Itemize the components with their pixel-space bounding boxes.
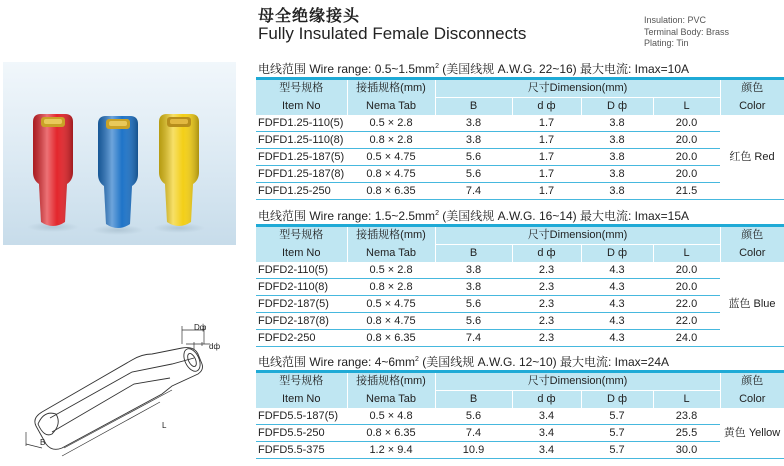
technical-drawing [22,320,237,465]
dim-d: 1.7 [512,132,581,149]
product-photo [3,62,236,245]
nema-tab: 0.5 × 2.8 [347,262,435,279]
section-2-title: 电线范围 Wire range: $1.5\sim 2.5mm^2$ (美国线规 A.W.G. 16~14) 最大电流: Imax=15A [258,209,690,223]
dim-b: 3.8 [435,262,512,279]
nema-tab: 0.8 × 2.8 [347,132,435,149]
nema-tab: 0.5 × 4.75 [347,296,435,313]
dim-D: 3.8 [581,166,653,183]
title-english: Fully Insulated Female Disconnects [258,24,527,43]
item-no: FDFD5.5-250 [256,425,347,442]
dim-D: 4.3 [581,313,653,330]
dim-D: 4.3 [581,296,653,313]
material-specs [644,15,729,50]
dim-d: 2.3 [512,296,581,313]
header-dimension: 尺寸Dimension(mm) [435,226,720,245]
item-no: FDFD2-250 [256,330,347,347]
label-length: L [162,421,167,430]
dim-d: 3.4 [512,442,581,459]
dim-D: 5.7 [581,442,653,459]
dim-l: 22.0 [653,296,720,313]
header-item-cn: 型号规格 [256,226,347,245]
dim-b: 5.6 [435,149,512,166]
dim-D: 4.3 [581,279,653,296]
dim-D: 4.3 [581,262,653,279]
dim-d: 2.3 [512,330,581,347]
header-item-en: Item No [256,391,347,409]
dim-l: 24.0 [653,330,720,347]
header-b: B [435,245,512,263]
dim-l: 20.0 [653,166,720,183]
table-row [256,313,784,330]
header-tab-cn: 接插规格(mm) [347,226,435,245]
dim-d: 1.7 [512,149,581,166]
header-tab-cn: 接插规格(mm) [347,79,435,98]
nema-tab: 0.5 × 2.8 [347,115,435,132]
header-item-en: Item No [256,245,347,263]
dim-b: 7.4 [435,330,512,347]
dim-l: 20.0 [653,149,720,166]
yellow-connector [153,114,205,233]
dim-l: 30.0 [653,442,720,459]
table-row [256,279,784,296]
item-no: FDFD1.25-250 [256,183,347,200]
dim-D: 3.8 [581,132,653,149]
nema-tab: 1.2 × 9.4 [347,442,435,459]
nema-tab: 0.8 × 6.35 [347,183,435,200]
header-l: L [653,391,720,409]
header-item-cn: 型号规格 [256,79,347,98]
spec-plating: Plating: Tin [644,38,689,48]
label-inner-diameter: dф [209,342,221,351]
dim-l: 20.0 [653,279,720,296]
dim-l: 23.8 [653,408,720,425]
table-row [256,149,784,166]
header-l: L [653,98,720,116]
spec-terminal-body: Terminal Body: Brass [644,26,730,37]
title-chinese: 母全绝缘接头 [258,8,361,25]
color-label: 黄色 Yellow [720,408,784,459]
item-no: FDFD1.25-187(8) [256,166,347,183]
header-color-cn: 颜色 [720,372,784,391]
header-b: B [435,391,512,409]
dim-b: 5.6 [435,313,512,330]
dim-d: 2.3 [512,262,581,279]
header-l: L [653,245,720,263]
dim-b: 5.6 [435,408,512,425]
header-D: D ф [581,245,653,263]
dim-b: 7.4 [435,183,512,200]
dim-d: 2.3 [512,279,581,296]
item-no: FDFD2-110(5) [256,262,347,279]
section-1-table [256,77,784,200]
dim-l: 20.0 [653,132,720,149]
section-2-table [256,224,784,347]
header-D: D ф [581,391,653,409]
table-row [256,262,784,279]
blue-connector [92,116,144,235]
connectors-illustration [3,62,236,245]
item-no: FDFD2-187(5) [256,296,347,313]
header-d: d ф [512,391,581,409]
header-color-cn: 颜色 [720,79,784,98]
header-color-en: Color [720,98,784,116]
dim-d: 3.4 [512,408,581,425]
table-row [256,132,784,149]
dim-b: 3.8 [435,279,512,296]
connector-line-drawing [22,320,237,460]
table-row [256,408,784,425]
nema-tab: 0.5 × 4.8 [347,408,435,425]
dim-D: 5.7 [581,425,653,442]
dim-D: 4.3 [581,330,653,347]
header-item-en: Item No [256,98,347,116]
nema-tab: 0.8 × 6.35 [347,330,435,347]
nema-tab: 0.8 × 4.75 [347,313,435,330]
item-no: FDFD5.5-375 [256,442,347,459]
table-row [256,115,784,132]
dim-b: 3.8 [435,115,512,132]
header-d: d ф [512,98,581,116]
item-no: FDFD2-187(8) [256,313,347,330]
spec-insulation: Insulation: PVC [644,15,707,25]
dim-d: 1.7 [512,183,581,200]
color-label: 蓝色 Blue [720,262,784,347]
nema-tab: 0.8 × 6.35 [347,425,435,442]
header-color-en: Color [720,391,784,409]
dim-l: 21.5 [653,183,720,200]
header-item-cn: 型号规格 [256,372,347,391]
nema-tab: 0.8 × 4.75 [347,166,435,183]
section-1-title: 电线范围 Wire range: $0.5\sim 1.5mm^2$ (美国线规 A.W.G. 22~16) 最大电流: Imax=10A [258,62,690,76]
red-connector [27,114,79,232]
header-dimension: 尺寸Dimension(mm) [435,372,720,391]
dim-D: 5.7 [581,408,653,425]
dim-l: 22.0 [653,313,720,330]
dim-D: 3.8 [581,183,653,200]
header-tab-en: Nema Tab [347,391,435,409]
dim-b: 3.8 [435,132,512,149]
section-3-title: 电线范围 Wire range: $4\sim 6mm^2$ (美国线规 A.W.G. 12~10) 最大电流: Imax=24A [258,355,670,369]
dim-D: 3.8 [581,149,653,166]
table-row [256,442,784,459]
dim-l: 20.0 [653,262,720,279]
header-tab-cn: 接插规格(mm) [347,372,435,391]
nema-tab: 0.8 × 2.8 [347,279,435,296]
header-color-cn: 颜色 [720,226,784,245]
header-tab-en: Nema Tab [347,245,435,263]
table-row [256,183,784,200]
item-no: FDFD5.5-187(5) [256,408,347,425]
header-color-en: Color [720,245,784,263]
header-tab-en: Nema Tab [347,98,435,116]
nema-tab: 0.5 × 4.75 [347,149,435,166]
dim-b: 7.4 [435,425,512,442]
dim-l: 25.5 [653,425,720,442]
item-no: FDFD2-110(8) [256,279,347,296]
table-row [256,296,784,313]
section-3-table [256,370,784,459]
table-row [256,330,784,347]
header-b: B [435,98,512,116]
header-D: D ф [581,98,653,116]
table-row [256,425,784,442]
dim-b: 5.6 [435,296,512,313]
item-no: FDFD1.25-110(8) [256,132,347,149]
dim-D: 3.8 [581,115,653,132]
dim-b: 5.6 [435,166,512,183]
dim-b: 10.9 [435,442,512,459]
header-dimension: 尺寸Dimension(mm) [435,79,720,98]
color-label: 红色 Red [720,115,784,200]
dim-d: 1.7 [512,166,581,183]
dim-d: 1.7 [512,115,581,132]
dim-l: 20.0 [653,115,720,132]
header-d: d ф [512,245,581,263]
label-outer-diameter: Dф [194,323,207,332]
table-row [256,166,784,183]
dim-d: 2.3 [512,313,581,330]
label-width: B [40,438,46,447]
item-no: FDFD1.25-187(5) [256,149,347,166]
item-no: FDFD1.25-110(5) [256,115,347,132]
dim-d: 3.4 [512,425,581,442]
